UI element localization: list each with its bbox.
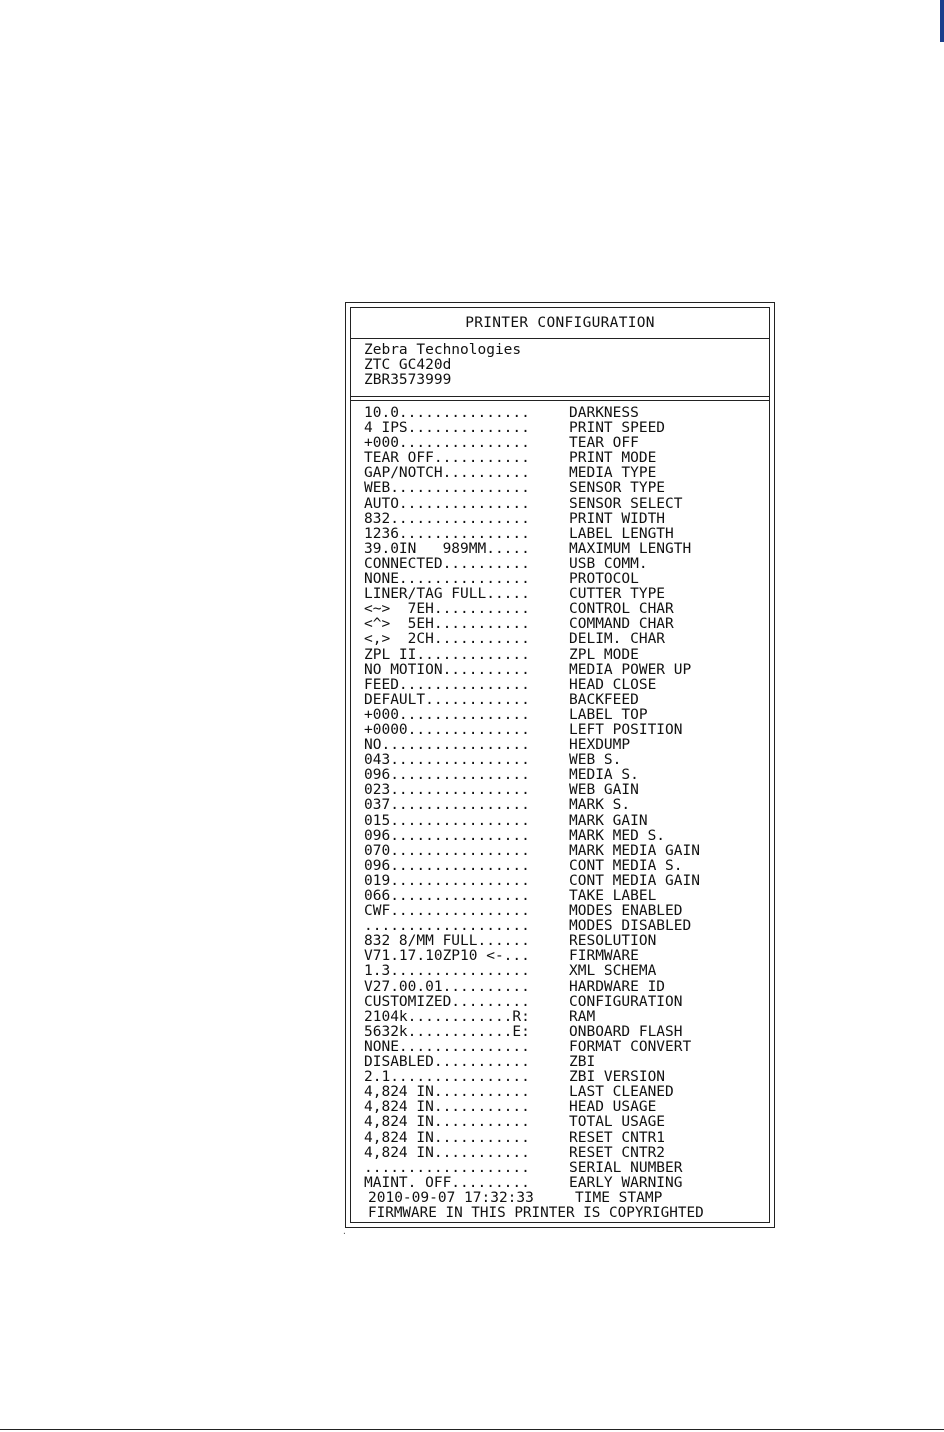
setting-row: [364, 964, 769, 979]
setting-row: [364, 1176, 769, 1191]
setting-name: MARK S.: [569, 797, 631, 814]
setting-value: LINER/TAG FULL.....: [364, 587, 530, 603]
setting-name: MEDIA TYPE: [569, 465, 657, 482]
setting-value: 023................: [364, 783, 530, 799]
setting-value: 096................: [364, 828, 530, 844]
setting-row: [364, 406, 769, 421]
setting-value: 39.0IN 989MM.....: [364, 541, 530, 557]
setting-value: NO MOTION..........: [364, 662, 530, 678]
setting-value: 4,824 IN...........: [364, 1145, 530, 1161]
setting-value: NONE...............: [364, 1039, 530, 1055]
setting-value: 1236...............: [364, 526, 530, 542]
setting-name: PROTOCOL: [569, 571, 639, 588]
setting-value: MAINT. OFF.........: [364, 1175, 530, 1191]
setting-row: [364, 934, 769, 949]
setting-name: CONFIGURATION: [569, 993, 683, 1010]
setting-name: PRINT MODE: [569, 450, 657, 467]
setting-value: 2104k............R:: [364, 1009, 530, 1025]
setting-name: RESOLUTION: [569, 933, 657, 950]
manufacturer-line: Zebra Technologies: [364, 342, 522, 358]
setting-row: [364, 1131, 769, 1146]
setting-row: [364, 919, 769, 934]
setting-name: ZBI: [569, 1054, 596, 1071]
setting-value: +0000..............: [364, 722, 530, 738]
setting-row: [364, 783, 769, 798]
setting-name: MODES DISABLED: [569, 918, 692, 935]
page-edge-tab: [940, 0, 944, 42]
setting-name: DARKNESS: [569, 405, 639, 421]
setting-row: [364, 708, 769, 723]
setting-value: ...................: [364, 919, 530, 935]
setting-row: [364, 1085, 769, 1100]
setting-row: [364, 723, 769, 738]
setting-value: 043................: [364, 753, 530, 769]
setting-row: [364, 466, 769, 481]
setting-value: FEED...............: [364, 677, 530, 693]
setting-row: [364, 949, 769, 964]
setting-name: LABEL LENGTH: [569, 525, 674, 542]
setting-name: ZPL MODE: [569, 646, 639, 663]
setting-value: TEAR OFF...........: [364, 451, 530, 467]
setting-row: [364, 753, 769, 768]
setting-value: NONE...............: [364, 572, 530, 588]
setting-row: [364, 814, 769, 829]
printer-configuration-label: [345, 302, 775, 1228]
setting-value: 4,824 IN...........: [364, 1100, 530, 1116]
setting-name: CONTROL CHAR: [569, 601, 674, 618]
setting-row: [364, 1070, 769, 1085]
setting-name: EARLY WARNING: [569, 1174, 683, 1191]
setting-value: CONNECTED..........: [364, 556, 530, 572]
setting-row: [364, 1010, 769, 1025]
setting-value: GAP/NOTCH..........: [364, 466, 530, 482]
setting-row: [364, 1161, 769, 1176]
printer-identity: [351, 339, 769, 397]
setting-value: WEB................: [364, 481, 530, 497]
setting-name: HEAD USAGE: [569, 1099, 657, 1116]
setting-value: 2.1................: [364, 1070, 530, 1086]
setting-name: MARK MEDIA GAIN: [569, 842, 700, 859]
setting-name: WEB S.: [569, 752, 622, 769]
setting-name: MEDIA S.: [569, 767, 639, 784]
setting-value: +000...............: [364, 707, 530, 723]
setting-value: 019................: [364, 873, 530, 889]
setting-name: MAXIMUM LENGTH: [569, 540, 692, 557]
setting-value: 096................: [364, 768, 530, 784]
setting-name: WEB GAIN: [569, 782, 639, 799]
setting-name: SENSOR TYPE: [569, 480, 666, 497]
setting-row: [364, 829, 769, 844]
setting-row: [364, 768, 769, 783]
setting-value: 4,824 IN...........: [364, 1130, 530, 1146]
setting-value: 832 8/MM FULL......: [364, 934, 530, 950]
timestamp-label: TIME STAMP: [575, 1189, 663, 1206]
setting-value: ZPL II.............: [364, 647, 530, 663]
setting-name: HEXDUMP: [569, 737, 631, 754]
setting-row: [364, 1146, 769, 1161]
setting-value: 037................: [364, 798, 530, 814]
setting-name: HEAD CLOSE: [569, 676, 657, 693]
setting-name: CONT MEDIA GAIN: [569, 872, 700, 889]
setting-value: <~> 7EH...........: [364, 602, 530, 618]
setting-value: 1.3................: [364, 964, 530, 980]
setting-name: MARK GAIN: [569, 812, 648, 829]
setting-row: [364, 497, 769, 512]
label-inner-frame: [350, 307, 770, 1223]
timestamp-value: 2010-09-07 17:32:33: [368, 1190, 534, 1206]
setting-name: TOTAL USAGE: [569, 1114, 666, 1131]
setting-name: PRINT SPEED: [569, 420, 666, 437]
setting-row: [364, 527, 769, 542]
setting-row: [364, 481, 769, 496]
setting-name: CONT MEDIA S.: [569, 857, 683, 874]
settings-list: [351, 401, 769, 1221]
setting-row: [364, 738, 769, 753]
setting-row: [364, 1115, 769, 1130]
setting-value: 10.0...............: [364, 406, 530, 421]
setting-value: NO.................: [364, 738, 530, 754]
setting-name: HARDWARE ID: [569, 978, 666, 995]
model-line: ZTC GC420d: [364, 357, 452, 373]
setting-name: XML SCHEMA: [569, 963, 657, 980]
setting-value: V71.17.10ZP10 <-...: [364, 949, 530, 965]
setting-value: 070................: [364, 843, 530, 859]
setting-row: [364, 1025, 769, 1040]
page-bottom-rule: [0, 1429, 944, 1430]
setting-name: TAKE LABEL: [569, 888, 657, 904]
setting-row: [364, 678, 769, 693]
setting-value: 066................: [364, 889, 530, 904]
setting-name: RAM: [569, 1008, 596, 1025]
setting-name: COMMAND CHAR: [569, 616, 674, 633]
setting-value: 4 IPS..............: [364, 421, 530, 437]
setting-value: 832................: [364, 511, 530, 527]
setting-row: [364, 1040, 769, 1055]
setting-row: [364, 617, 769, 632]
setting-row: [364, 859, 769, 874]
setting-row: [364, 542, 769, 557]
setting-row: [364, 587, 769, 602]
setting-row: [364, 421, 769, 436]
setting-row: [364, 798, 769, 813]
setting-name: RESET CNTR1: [569, 1129, 666, 1146]
setting-row: [364, 572, 769, 587]
setting-row: [364, 436, 769, 451]
setting-value: <^> 5EH...........: [364, 617, 530, 633]
setting-value: 4,824 IN...........: [364, 1115, 530, 1131]
setting-value: 015................: [364, 813, 530, 829]
setting-name: LEFT POSITION: [569, 721, 683, 738]
setting-row: [364, 648, 769, 663]
setting-name: PRINT WIDTH: [569, 510, 666, 527]
setting-row: [364, 844, 769, 859]
setting-row: [364, 557, 769, 572]
setting-name: MODES ENABLED: [569, 903, 683, 920]
setting-row: [364, 602, 769, 617]
setting-value: DEFAULT............: [364, 692, 530, 708]
setting-name: ZBI VERSION: [569, 1069, 666, 1086]
setting-value: V27.00.01..........: [364, 979, 530, 995]
setting-name: TEAR OFF: [569, 435, 639, 452]
setting-row: [364, 995, 769, 1010]
setting-value: <,> 2CH...........: [364, 632, 530, 648]
setting-value: 5632k............E:: [364, 1024, 530, 1040]
setting-value: CWF................: [364, 904, 530, 920]
setting-row: [364, 889, 769, 904]
setting-name: DELIM. CHAR: [569, 631, 666, 648]
setting-row: [364, 1100, 769, 1115]
setting-name: SENSOR SELECT: [569, 495, 683, 512]
setting-row: [364, 980, 769, 995]
setting-name: FIRMWARE: [569, 948, 639, 965]
scan-mark: ·: [342, 1229, 347, 1238]
serial-line: ZBR3573999: [364, 372, 452, 388]
setting-row: [364, 693, 769, 708]
setting-name: LAST CLEANED: [569, 1084, 674, 1101]
setting-name: FORMAT CONVERT: [569, 1038, 692, 1055]
setting-row: [364, 451, 769, 466]
setting-name: RESET CNTR2: [569, 1144, 666, 1161]
setting-value: ...................: [364, 1160, 530, 1176]
setting-value: AUTO...............: [364, 496, 530, 512]
setting-row: [364, 663, 769, 678]
setting-name: SERIAL NUMBER: [569, 1159, 683, 1176]
setting-name: LABEL TOP: [569, 706, 648, 723]
label-title: PRINTER CONFIGURATION: [351, 308, 769, 339]
setting-row: [364, 512, 769, 527]
setting-value: CUSTOMIZED.........: [364, 994, 530, 1010]
setting-row: [364, 1055, 769, 1070]
setting-row: [364, 632, 769, 647]
setting-name: MARK MED S.: [569, 827, 666, 844]
setting-name: CUTTER TYPE: [569, 586, 666, 603]
setting-value: 096................: [364, 858, 530, 874]
setting-row: [364, 904, 769, 919]
setting-value: DISABLED...........: [364, 1055, 530, 1071]
setting-value: +000...............: [364, 436, 530, 452]
setting-name: BACKFEED: [569, 691, 639, 708]
copyright-notice: FIRMWARE IN THIS PRINTER IS COPYRIGHTED: [368, 1204, 704, 1221]
setting-name: MEDIA POWER UP: [569, 661, 692, 678]
setting-row: [364, 874, 769, 889]
timestamp-row: [364, 1191, 769, 1206]
setting-name: USB COMM.: [569, 555, 648, 572]
setting-name: ONBOARD FLASH: [569, 1023, 683, 1040]
setting-value: 4,824 IN...........: [364, 1085, 530, 1101]
